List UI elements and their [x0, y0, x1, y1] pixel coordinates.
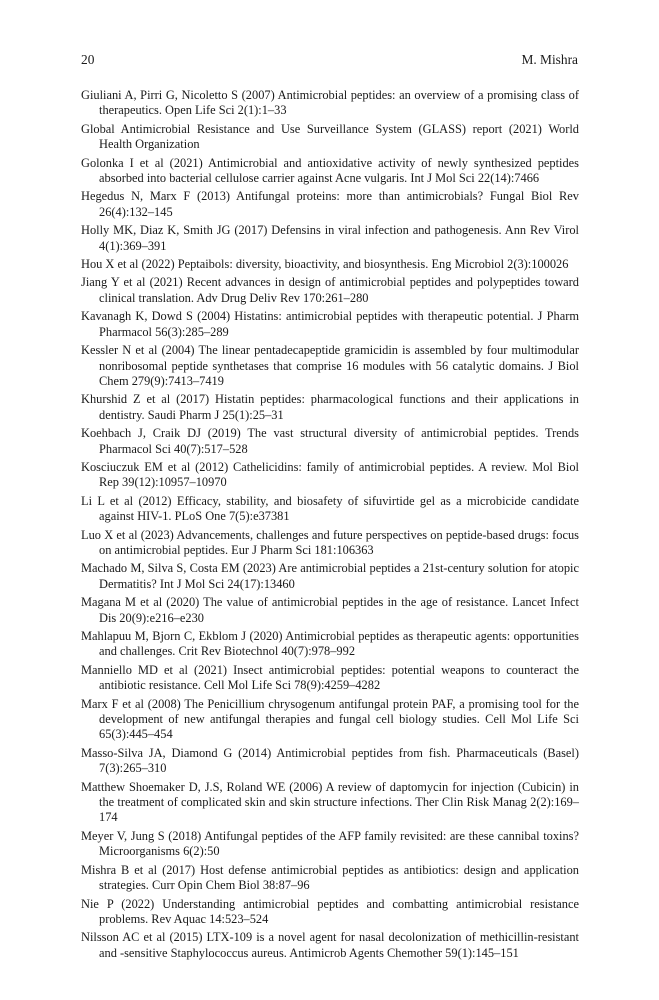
reference-entry: Mahlapuu M, Bjorn C, Ekblom J (2020) Antimicrobial peptides as therapeutic agents: opportunities and challenges. Crit Rev Biotechnol 40(7):978–992 — [81, 629, 579, 659]
reference-entry: Jiang Y et al (2021) Recent advances in design of antimicrobial peptides and polypeptides toward clinical translation. Adv Drug Deliv Rev 170:261–280 — [81, 275, 579, 305]
reference-entry: Hou X et al (2022) Peptaibols: diversity, bioactivity, and biosynthesis. Eng Microbiol 2(3):100026 — [81, 257, 569, 272]
reference-entry: Giuliani A, Pirri G, Nicoletto S (2007) Antimicrobial peptides: an overview of a promising class of therapeutics. Open Life Sci 2(1):1–33 — [81, 88, 579, 118]
reference-entry: Global Antimicrobial Resistance and Use Surveillance System (GLASS) report (2021) World Health Organization — [81, 121, 579, 152]
reference-entry: Li L et al (2012) Efficacy, stability, and biosafety of sifuvirtide gel as a microbicide candidate against HIV-1. PLoS One 7(5):e37381 — [81, 493, 579, 524]
reference-entry: Machado M, Silva S, Costa EM (2023) Are antimicrobial peptides a 21st-century solution for atopic Dermatitis? Int J Mol Sci 24(17):13460 — [81, 561, 579, 591]
page-number: 20 — [81, 52, 95, 67]
reference-entry: Masso-Silva JA, Diamond G (2014) Antimicrobial peptides from fish. Pharmaceuticals (Basel) 7(3):265–310 — [81, 745, 579, 776]
reference-entry: Kavanagh K, Dowd S (2004) Histatins: antimicrobial peptides with therapeutic potential. J Pharm Pharmacol 56(3):285–289 — [81, 309, 579, 339]
page-header — [81, 52, 578, 70]
reference-entry: Mishra B et al (2017) Host defense antimicrobial peptides as antibiotics: design and application strategies. Curr Opin Chem Biol 38:87–96 — [81, 862, 579, 893]
reference-entry: Magana M et al (2020) The value of antimicrobial peptides in the age of resistance. Lancet Infect Dis 20(9):e216–e230 — [81, 595, 579, 625]
running-head: M. Mishra — [521, 52, 578, 67]
reference-entry: Kessler N et al (2004) The linear pentadecapeptide gramicidin is assembled by four multimodular nonribosomal peptide synthetases that comprise 16 modules with 56 catalytic domains. J Biol Chem 279(9):7413–7419 — [81, 343, 579, 388]
reference-entry: Meyer V, Jung S (2018) Antifungal peptides of the AFP family revisited: are these cannibal toxins? Microorganisms 6(2):50 — [81, 828, 579, 859]
reference-list — [81, 88, 579, 964]
reference-entry: Luo X et al (2023) Advancements, challenges and future perspectives on peptide-based drugs: focus on antimicrobial peptides. Eur J Pharm Sci 181:106363 — [81, 527, 579, 557]
reference-entry: Hegedus N, Marx F (2013) Antifungal proteins: more than antimicrobials? Fungal Biol Rev 26(4):132–145 — [81, 189, 579, 219]
reference-entry: Holly MK, Diaz K, Smith JG (2017) Defensins in viral infection and pathogenesis. Ann Rev Virol 4(1):369–391 — [81, 223, 579, 253]
reference-entry: Nie P (2022) Understanding antimicrobial peptides and combatting antimicrobial resistance problems. Rev Aquac 14:523–524 — [81, 896, 579, 926]
reference-entry: Golonka I et al (2021) Antimicrobial and antioxidative activity of newly synthesized peptides absorbed into bacterial cellulose carrier against Acne vulgaris. Int J Mol Sci 22(14):7466 — [81, 155, 579, 186]
reference-entry: Nilsson AC et al (2015) LTX-109 is a novel agent for nasal decolonization of methicillin-resistant and -sensitive Staphylococcus aureus. Antimicrob Agents Chemother 59(1):145–151 — [81, 930, 579, 960]
reference-entry: Manniello MD et al (2021) Insect antimicrobial peptides: potential weapons to counteract the antibiotic resistance. Cell Mol Life Sci 78(9):4259–4282 — [81, 662, 579, 693]
reference-entry: Khurshid Z et al (2017) Histatin peptides: pharmacological functions and their applications in dentistry. Saudi Pharm J 25(1):25–31 — [81, 392, 579, 422]
reference-entry: Marx F et al (2008) The Penicillium chrysogenum antifungal protein PAF, a promising tool for the development of new antifungal therapies and fungal cell biology studies. Cell Mol Life Sci 65(3):445–454 — [81, 696, 579, 742]
reference-entry: Kosciuczuk EM et al (2012) Cathelicidins: family of antimicrobial peptides. A review. Mol Biol Rep 39(12):10957–10970 — [81, 459, 579, 490]
reference-entry: Matthew Shoemaker D, J.S, Roland WE (2006) A review of daptomycin for injection (Cubicin) in the treatment of complicated skin and skin structure infections. Ther Clin Risk Manag 2(2):169–174 — [81, 779, 579, 825]
reference-entry: Koehbach J, Craik DJ (2019) The vast structural diversity of antimicrobial peptides. Trends Pharmacol Sci 40(7):517–528 — [81, 426, 579, 456]
